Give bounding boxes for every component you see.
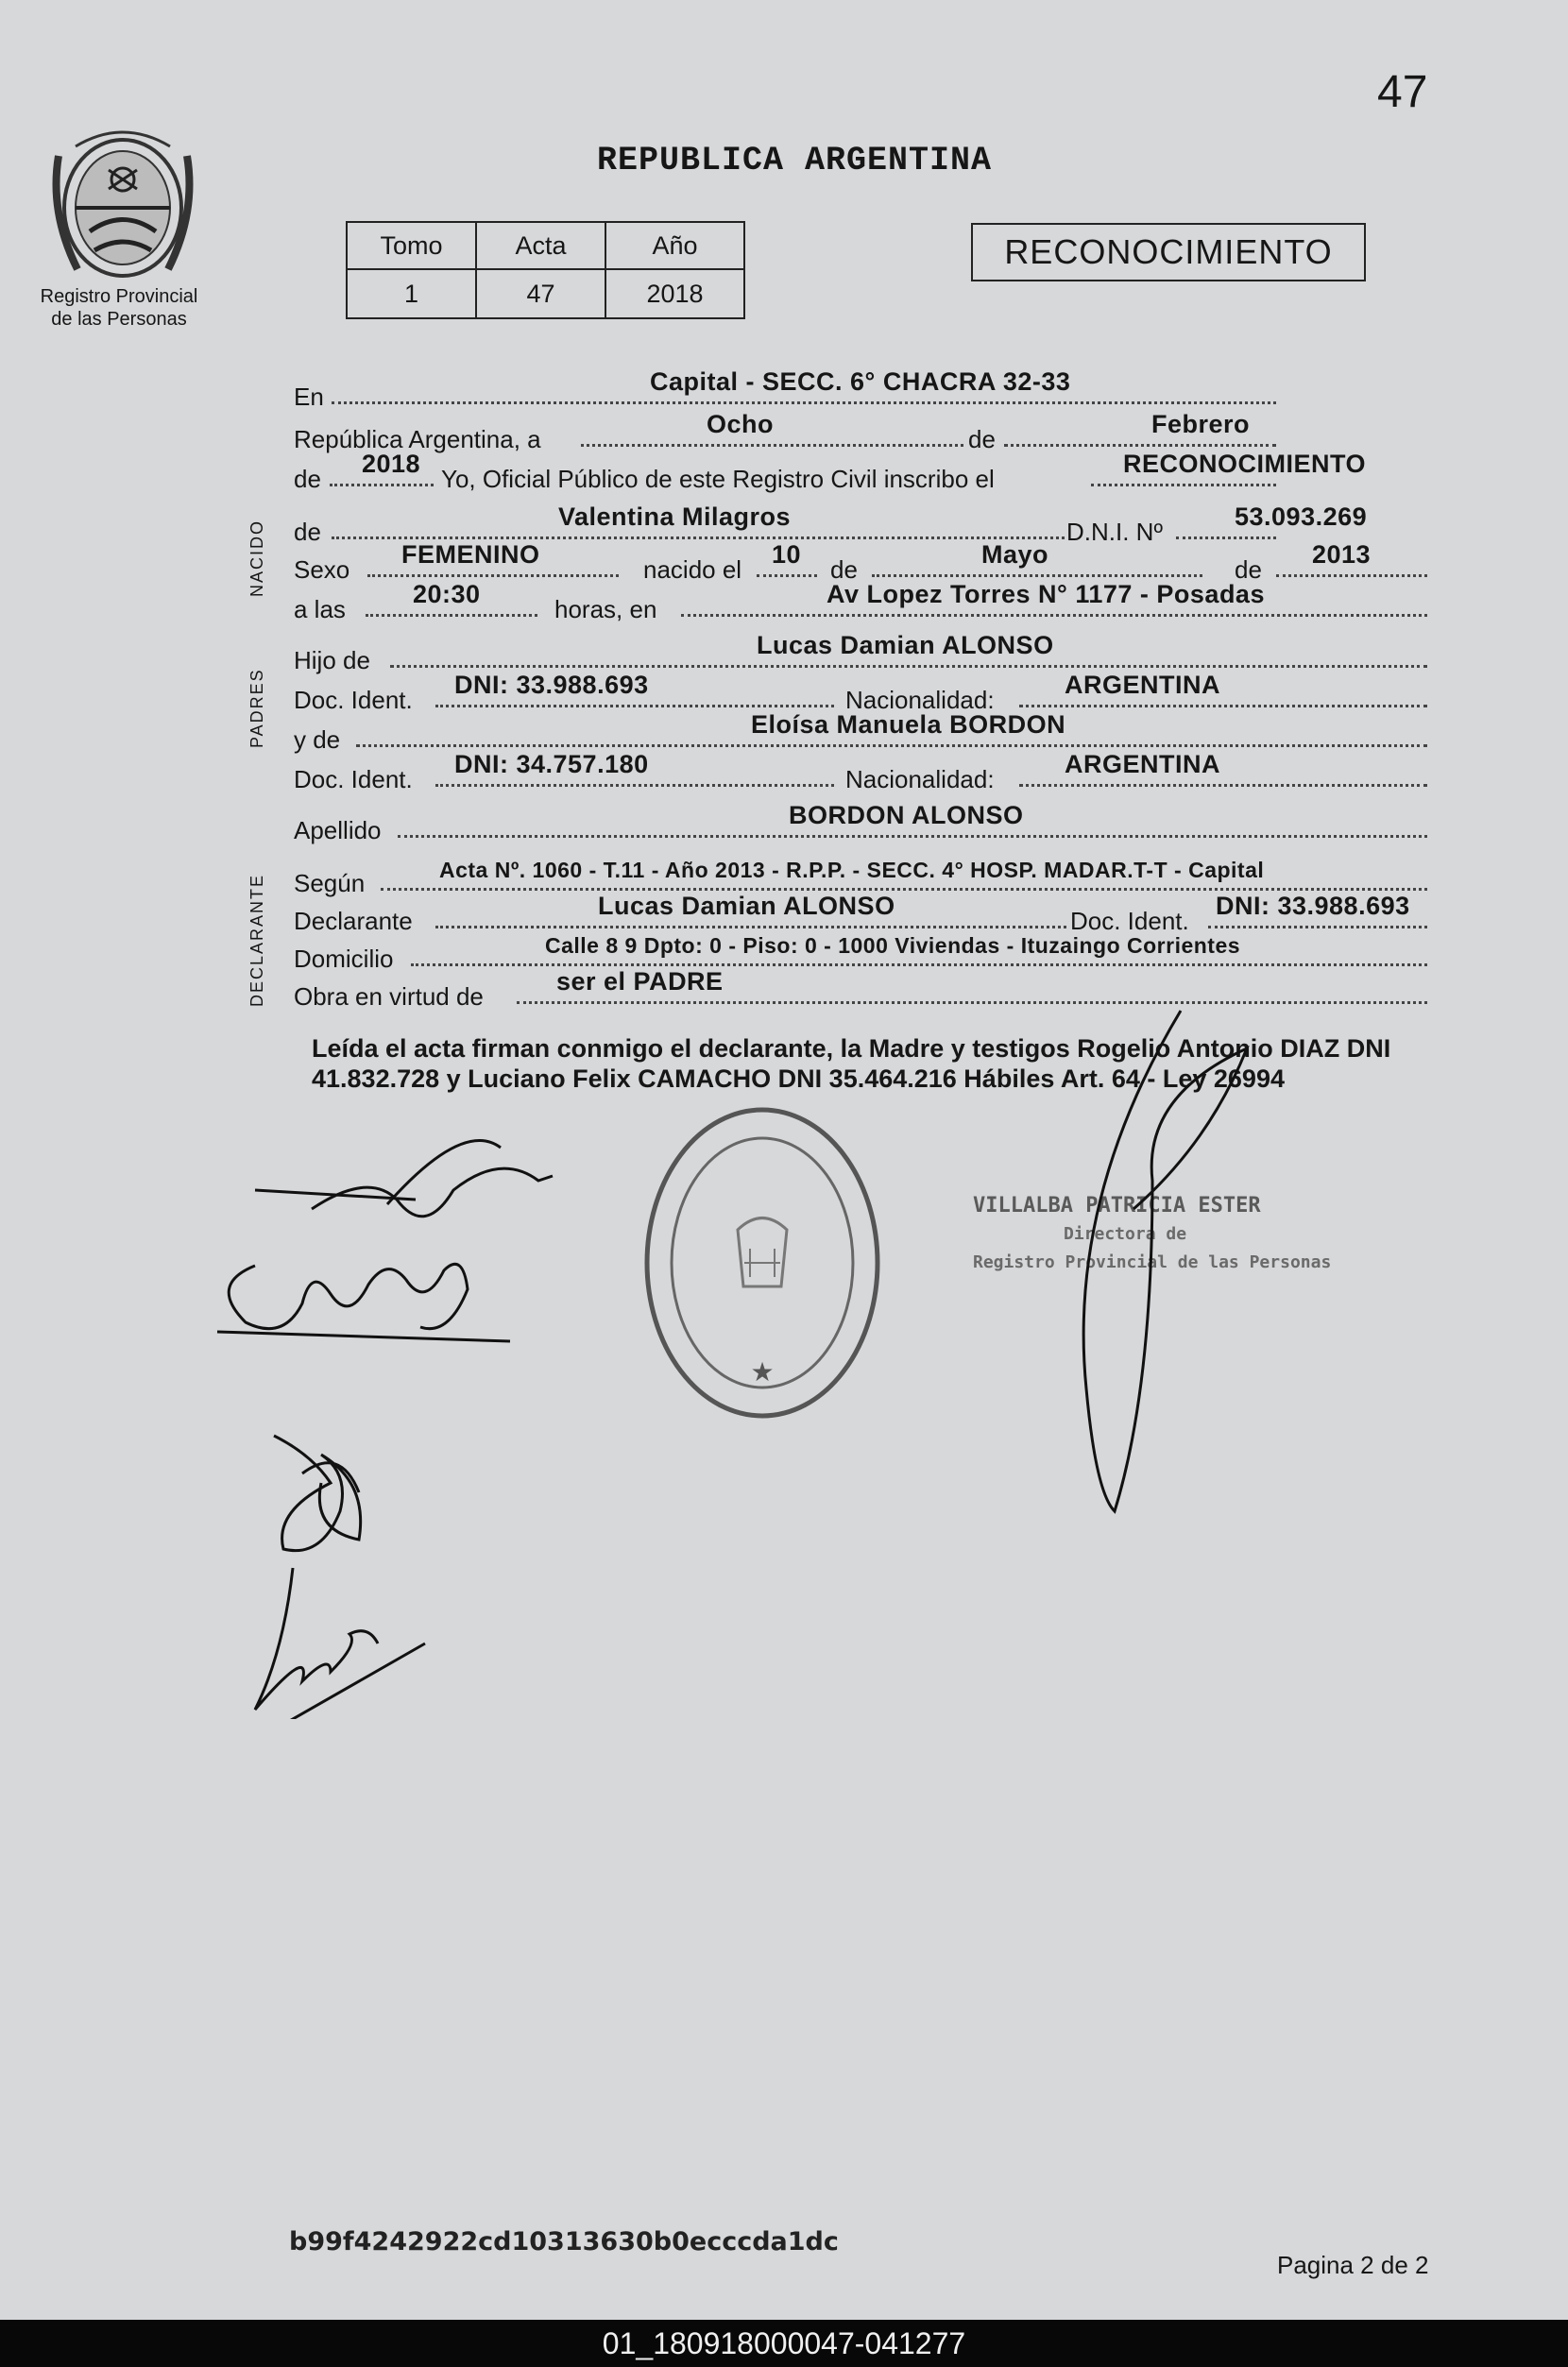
testigo1-signature [274, 1436, 361, 1551]
dotted-line [411, 960, 1427, 966]
round-stamp-icon [639, 1098, 886, 1428]
dotted-line [356, 741, 1427, 747]
dotted-line [381, 884, 1427, 891]
row-domicilio [294, 933, 1427, 979]
segun-label: Según [294, 869, 366, 897]
dotted-line [1019, 780, 1427, 787]
registry-label-line2: de las Personas [51, 309, 187, 330]
registry-label [17, 285, 221, 331]
republica-label: República Argentina, a [294, 425, 541, 453]
lugar-value: Av Lopez Torres N° 1177 - Posadas [827, 580, 1265, 608]
oficial-text: Yo, Oficial Público de este Registro Civil inscribo el [441, 465, 995, 493]
dotted-line [1004, 440, 1276, 447]
province-seal-logo [38, 118, 208, 293]
dotted-line [332, 533, 1065, 539]
doc1-value: DNI: 33.988.693 [454, 671, 649, 699]
apellido-label: Apellido [294, 816, 382, 844]
volume-table-value-row [347, 269, 744, 318]
document-type-box: RECONOCIMIENTO [971, 223, 1366, 281]
obra-value: ser el PADRE [556, 967, 724, 996]
doc1-label: Doc. Ident. [294, 686, 413, 714]
dotted-line [681, 610, 1427, 617]
volume-table [346, 221, 745, 319]
row-oficial [294, 450, 1427, 499]
dotted-line [1208, 922, 1427, 928]
page-indicator: Pagina 2 de 2 [1277, 2251, 1429, 2279]
nacido-mes: Mayo [981, 540, 1049, 569]
doc3-value: DNI: 33.988.693 [1216, 892, 1410, 920]
testigo2-signature [227, 1568, 425, 1719]
de3-label: de [830, 555, 858, 584]
dotted-line [332, 398, 1276, 404]
sexo-label: Sexo [294, 555, 350, 584]
row-en [294, 367, 1427, 417]
country-title: REPUBLICA ARGENTINA [597, 142, 993, 179]
dotted-line [366, 610, 537, 617]
volume-value-anio: 2018 [605, 269, 744, 318]
dotted-line [1276, 570, 1427, 577]
dotted-line [872, 570, 1202, 577]
madre-signature [217, 1264, 510, 1341]
nombre-label: de [294, 518, 321, 546]
segun-value: Acta Nº. 1060 - T.11 - Año 2013 - R.P.P. - SECC. 4° HOSP. MADAR.T-T - Capital [439, 858, 1265, 882]
de-label: de [968, 425, 996, 453]
madre-value: Eloísa Manuela BORDON [751, 710, 1066, 739]
dni-value: 53.093.269 [1235, 502, 1368, 531]
official-signature [1020, 1001, 1351, 1530]
volume-value-acta: 47 [476, 269, 605, 318]
side-label-declarante: DECLARANTE [247, 873, 266, 1007]
nombre-value: Valentina Milagros [558, 502, 792, 531]
row-apellido [294, 801, 1427, 850]
dotted-line [435, 780, 834, 787]
registry-label-line1: Registro Provincial [40, 286, 198, 307]
side-label-nacido: NACIDO [247, 519, 266, 597]
dotted-line [435, 701, 834, 707]
volume-header-tomo: Tomo [347, 222, 476, 269]
nac2-label: Nacionalidad: [845, 765, 995, 793]
file-id-bar: 01_180918000047-041277 [0, 2320, 1568, 2367]
domicilio-label: Domicilio [294, 945, 394, 973]
en-label: En [294, 383, 324, 411]
doc3-label: Doc. Ident. [1070, 907, 1189, 935]
nacido-anio: 2013 [1312, 540, 1372, 569]
nac1-label: Nacionalidad: [845, 686, 995, 714]
dotted-line [330, 480, 434, 486]
volume-table-header-row [347, 222, 744, 269]
volume-header-anio: Año [605, 222, 744, 269]
volume-value-tomo: 1 [347, 269, 476, 318]
official-stamp-role: Directora de [1064, 1224, 1187, 1244]
side-label-padres: PADRES [247, 668, 266, 748]
svg-text:★: ★ [750, 1356, 775, 1388]
hora-value: 20:30 [413, 580, 481, 608]
anio-value: 2018 [362, 450, 421, 478]
de2-label: de [294, 465, 321, 493]
dotted-line [1091, 480, 1276, 486]
horas-label: horas, en [554, 595, 657, 623]
padre-value: Lucas Damian ALONSO [757, 631, 1054, 659]
dotted-line [435, 922, 1066, 928]
dotted-line [1019, 701, 1427, 707]
closing-statement: Leída el acta firman conmigo el declarante, la Madre y testigos Rogelio Antonio DIAZ DNI 41.832.728 y Luciano Felix CAMACHO DNI 35.464.216 Hábiles Art. 64 - Ley 26994 [312, 1034, 1391, 1093]
row-doc-madre [294, 750, 1427, 799]
dia-value: Ocho [707, 410, 775, 438]
sexo-value: FEMENINO [401, 540, 540, 569]
de4-label: de [1235, 555, 1262, 584]
official-stamp-name: VILLALBA PATRICIA ESTER [973, 1194, 1261, 1218]
dotted-line [757, 570, 817, 577]
obra-label: Obra en virtud de [294, 982, 484, 1011]
inscribo-value: RECONOCIMIENTO [1123, 450, 1367, 478]
dotted-line [1176, 533, 1276, 539]
en-value: Capital - SECC. 6° CHACRA 32-33 [650, 367, 1071, 396]
declarante-signature [255, 1141, 553, 1217]
dotted-line [390, 661, 1427, 668]
alas-label: a las [294, 595, 346, 623]
doc2-value: DNI: 34.757.180 [454, 750, 649, 778]
dotted-line [398, 831, 1427, 838]
declarante-label: Declarante [294, 907, 413, 935]
hijo-label: Hijo de [294, 646, 370, 674]
dotted-line [581, 440, 963, 447]
doc2-label: Doc. Ident. [294, 765, 413, 793]
coat-of-arms-icon [38, 118, 208, 293]
mes-value: Febrero [1151, 410, 1251, 438]
dotted-line [367, 570, 619, 577]
witness-signatures [198, 1133, 642, 1719]
domicilio-value: Calle 8 9 Dpto: 0 - Piso: 0 - 1000 Viviendas - Ituzaingo Corrientes [545, 933, 1241, 958]
nac2-value: ARGENTINA [1065, 750, 1220, 778]
round-stamp [639, 1098, 886, 1428]
dni-label: D.N.I. Nº [1066, 518, 1163, 546]
row-hora [294, 580, 1427, 629]
document-hash: b99f4242922cd10313630b0ecccda1dc [289, 2227, 839, 2256]
yde-label: y de [294, 725, 341, 754]
apellido-value: BORDON ALONSO [789, 801, 1024, 829]
declarante-value: Lucas Damian ALONSO [598, 892, 895, 920]
nac1-value: ARGENTINA [1065, 671, 1220, 699]
volume-header-acta: Acta [476, 222, 605, 269]
nacido-label: nacido el [643, 555, 742, 584]
nacido-dia: 10 [772, 540, 802, 569]
page-number: 47 [1377, 67, 1428, 117]
official-stamp-office: Registro Provincial de las Personas [973, 1252, 1332, 1272]
